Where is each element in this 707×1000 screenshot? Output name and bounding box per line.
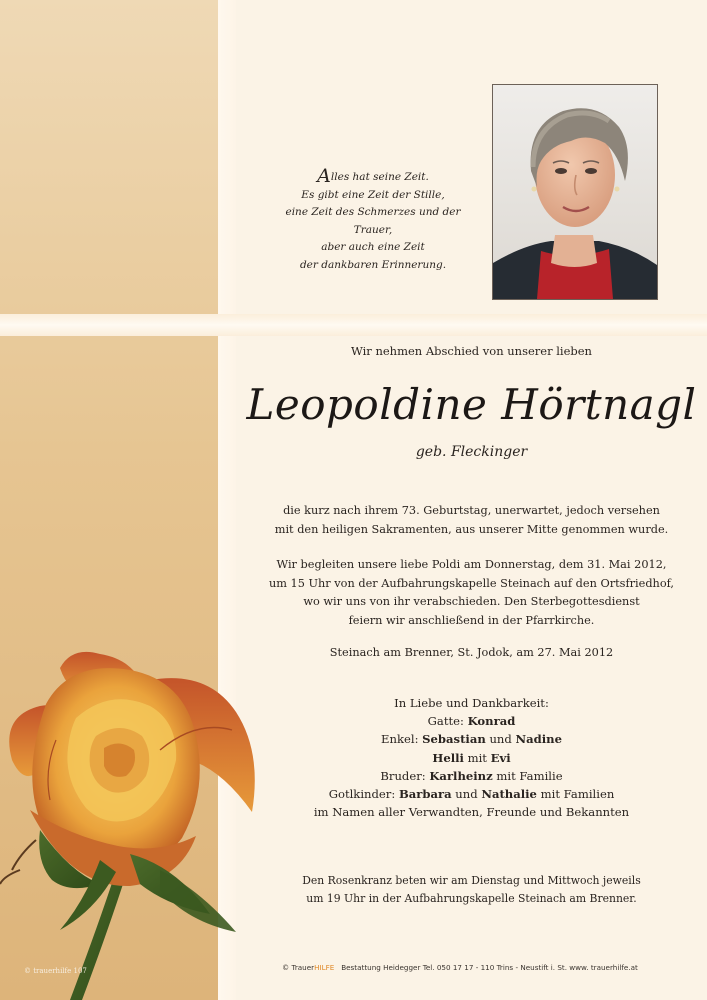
godchildren-label: Gotlkinder: — [328, 787, 396, 802]
godchild-name-1: Barbara — [398, 787, 452, 802]
brother-suffix: mit Familie — [496, 768, 563, 783]
quote-line-4: aber auch eine Zeit — [321, 241, 425, 253]
funeral-line-1: Wir begleiten unsere liebe Poldi am Donnerstag, dem 31. Mai 2012, — [276, 558, 667, 571]
portrait-photo — [492, 84, 658, 300]
mourner-godchildren — [236, 785, 707, 803]
horizontal-light-band — [0, 314, 707, 336]
mourner-grandchildren — [236, 730, 707, 748]
conjunction-2: und — [455, 787, 478, 802]
intro-line: Wir nehmen Abschied von unserer lieben — [351, 344, 592, 358]
quote-line-5: der dankbaren Erinnerung. — [299, 258, 447, 271]
brother-label: Bruder: — [380, 768, 426, 783]
quote-line-3: eine Zeit des Schmerzes und der Trauer, — [285, 206, 461, 236]
footer-contact-info: Bestattung Heidegger Tel. 050 17 17 - 110 Trins - Neustift i. St. www. trauerhilfe.at — [341, 963, 638, 972]
godchildren-suffix: mit Familien — [540, 787, 615, 802]
copyright-note: © trauerhilfe 107 — [24, 967, 87, 975]
grandchild-partner-name: Evi — [490, 750, 511, 765]
grandchild-name-3: Helli — [432, 750, 464, 765]
passing-paragraph — [236, 502, 707, 539]
quote-dropcap: A — [317, 165, 331, 187]
deceased-name: Leopoldine Hörtnagl — [246, 380, 697, 429]
rose-illustration — [0, 640, 300, 1000]
spouse-name: Konrad — [467, 714, 516, 729]
mourner-grandchild-couple — [236, 749, 707, 767]
quote-line-1 — [268, 165, 478, 187]
conjunction-with: mit — [467, 750, 487, 765]
conjunction-1: und — [489, 732, 512, 747]
place-date: Steinach am Brenner, St. Jodok, am 27. Mai 2012 — [329, 646, 614, 659]
footer-brand-primary: Trauer — [291, 963, 315, 972]
rosary-line-1: Den Rosenkranz beten wir am Dienstag und Mittwoch jeweils — [302, 874, 641, 887]
mourners-closing: im Namen aller Verwandten, Freunde und Bekannten — [313, 805, 630, 820]
footer-brand-accent: HILFE — [314, 963, 335, 972]
portrait-illustration — [493, 85, 657, 299]
footer-bar — [282, 963, 638, 972]
funeral-line-3: wo wir uns von ihr verabschieden. Den Sterbegottesdienst — [303, 595, 640, 608]
mourner-spouse — [236, 712, 707, 730]
funeral-line-2: um 15 Uhr von der Aufbahrungskapelle Steinach auf den Ortsfriedhof, — [268, 576, 675, 590]
mourners-list — [236, 694, 707, 821]
quote-line-2: Es gibt eine Zeit der Stille, — [301, 188, 445, 201]
rosary-notice — [236, 872, 707, 908]
passing-line-1: die kurz nach ihrem 73. Geburtstag, unerwartet, jedoch versehen — [283, 504, 660, 517]
funeral-paragraph — [236, 556, 707, 630]
maiden-name: geb. Fleckinger — [415, 444, 528, 460]
spouse-label: Gatte: — [427, 714, 464, 729]
quote-line-1-rest: lles hat seine Zeit. — [330, 171, 429, 183]
mourners-heading: In Liebe und Dankbarkeit: — [394, 696, 549, 710]
funeral-line-4: feiern wir anschließend in der Pfarrkirche. — [348, 613, 595, 627]
passing-line-2: mit den heiligen Sakramenten, aus unserer Mitte genommen wurde. — [274, 522, 669, 536]
memorial-quote — [268, 165, 478, 274]
grandchild-name-2: Nadine — [515, 732, 562, 747]
brother-name: Karlheinz — [429, 768, 493, 783]
copyright-symbol: © — [282, 963, 290, 972]
rosary-line-2: um 19 Uhr in der Aufbahrungskapelle Steinach am Brenner. — [306, 892, 637, 905]
godchild-name-2: Nathalie — [481, 787, 537, 802]
grandchildren-label: Enkel: — [381, 732, 419, 747]
grandchild-name-1: Sebastian — [422, 732, 486, 747]
mourner-brother — [236, 767, 707, 785]
